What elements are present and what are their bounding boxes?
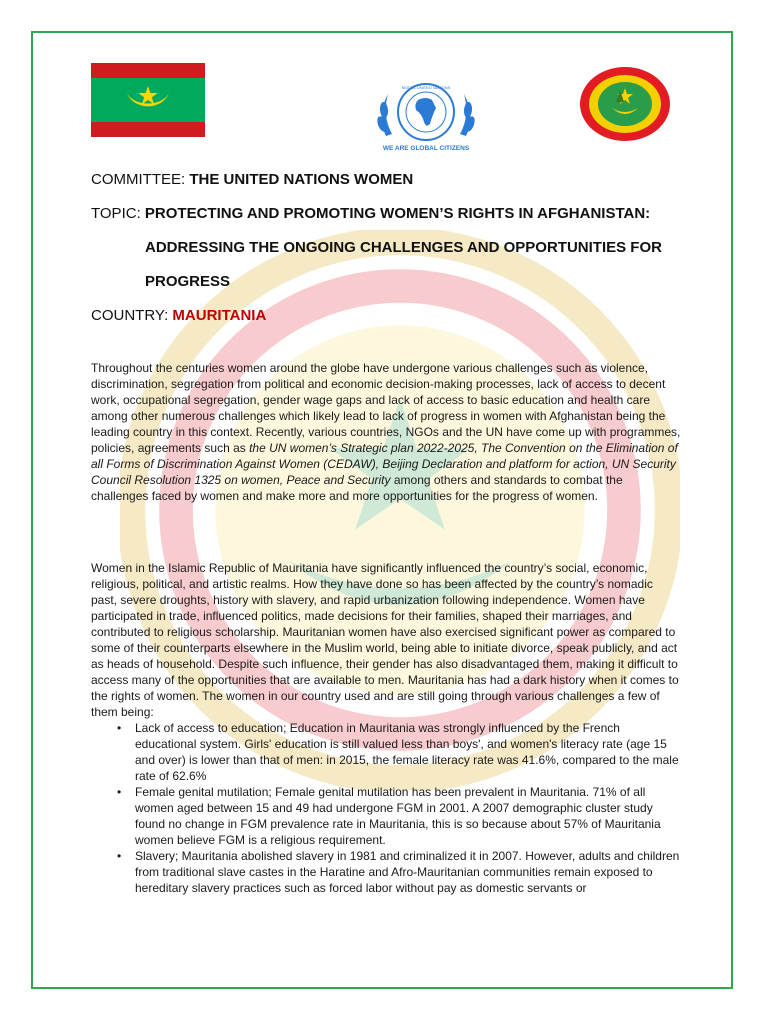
committee-value: THE UNITED NATIONS WOMEN xyxy=(189,171,414,188)
bullet-icon: • xyxy=(117,785,122,799)
challenges-list xyxy=(91,720,681,896)
list-item-text: Slavery; Mauritania abolished slavery in 1981 and criminalized it in 2007. However, adults and children from traditional slave castes in the Haratine and Afro-Mauritanian communities remain exposed to hereditary slavery practices such as forced labor without pay as domestic servants or xyxy=(135,849,680,895)
topic-label: TOPIC: xyxy=(91,205,145,222)
un-logo-caption: WE ARE GLOBAL CITIZENS xyxy=(382,145,470,152)
list-item-text: Lack of access to education; Education in Mauritania was strongly influenced by the French educational system. Girls' education is still valued less than boys', and women's literacy rate (age 15 and over) is lower than that of men: in 2015, the female literacy rate was 41.6%, compared to the male rate of 62.6% xyxy=(135,721,679,783)
bullet-icon: • xyxy=(117,721,122,735)
paragraph-intro-text-b: among others and standards to combat the challenges faced by women and make more and more opportunities for the progress of women. xyxy=(91,473,623,503)
topic-value-line3: PROGRESS xyxy=(145,273,231,290)
committee-label: COMMITTEE: xyxy=(91,171,190,188)
un-ring-text: MODEL UNITED NATIONS xyxy=(401,85,451,90)
country-value: MAURITANIA xyxy=(172,307,267,324)
bullet-icon: • xyxy=(117,849,122,863)
mauritania-flag-icon xyxy=(91,63,205,137)
committee-line xyxy=(91,170,413,190)
list-item-text: Female genital mutilation; Female genital mutilation has been prevalent in Mauritania. 71% of all women aged between 15 and 49 had undergone FGM in 2001. A 2007 demographic cluster study found no change in FGM prevalence rate in Mauritania, this is so because about 57% of Mauritania women believe FGM is a religious requirement. xyxy=(135,785,661,847)
paragraph-intro-text-a: Throughout the centuries women around the globe have undergone various challenges such as violence, discrimination, segregation from political and economic decision-making processes, lack of access to decent work, occupational segregation, gender wage gaps and lack of access to basic education and health care among other numerous challenges which likely lead to lack of progress in women with Afghanistan being the leading country in this context. Recently, various countries, NGOs and the UN have come up with programmes, policies, agreements such as xyxy=(91,361,681,455)
mauritania-seal-icon xyxy=(578,66,672,142)
paragraph-intro xyxy=(91,360,681,504)
paragraph-intro-italic: the UN women’s Strategic plan 2022-2025, The Convention on the Elimination of all Forms of Discrimination Against Women (CEDAW), Beijing Declaration and platform for action, UN Security Council Resolution 1325 on women, Peace and Security xyxy=(91,441,678,487)
topic-line xyxy=(91,204,650,224)
country-line xyxy=(91,306,266,326)
list-item xyxy=(91,720,681,784)
un-global-citizens-logo xyxy=(366,76,486,156)
topic-line-3 xyxy=(145,272,230,292)
topic-line-2 xyxy=(145,238,662,258)
paragraph-mauritania xyxy=(91,560,681,896)
topic-value-line2: ADDRESSING THE ONGOING CHALLENGES AND OPPORTUNITIES FOR xyxy=(145,239,662,256)
paragraph-mauritania-text: Women in the Islamic Republic of Mauritania have significantly influenced the country’s social, economic, religious, political, and artistic realms. How they have done so has been affected by the country’s nomadic past, severe droughts, history with slavery, and rapid urbanization following independence. Women have participated in trade, influenced politics, made decisions for their families, shaped their marriages, and contributed to religious scholarship. Mauritanian women have also exercised significant power as compared to some of their counterparts elsewhere in the Muslim world, being able to initiate divorce, speak publicly, and act as heads of household. Despite such influence, their gender has also disadvantaged them, making it difficult to access many of the opportunities that are available to men. Mauritania has had a dark history when it comes to the rights of women. The women in our country used and are still going through various challenges a few of them being: xyxy=(91,561,679,719)
topic-value-line1: PROTECTING AND PROMOTING WOMEN’S RIGHTS IN AFGHANISTAN: xyxy=(144,205,651,222)
list-item xyxy=(91,784,681,848)
country-label: COUNTRY: xyxy=(91,307,173,324)
list-item xyxy=(91,848,681,896)
